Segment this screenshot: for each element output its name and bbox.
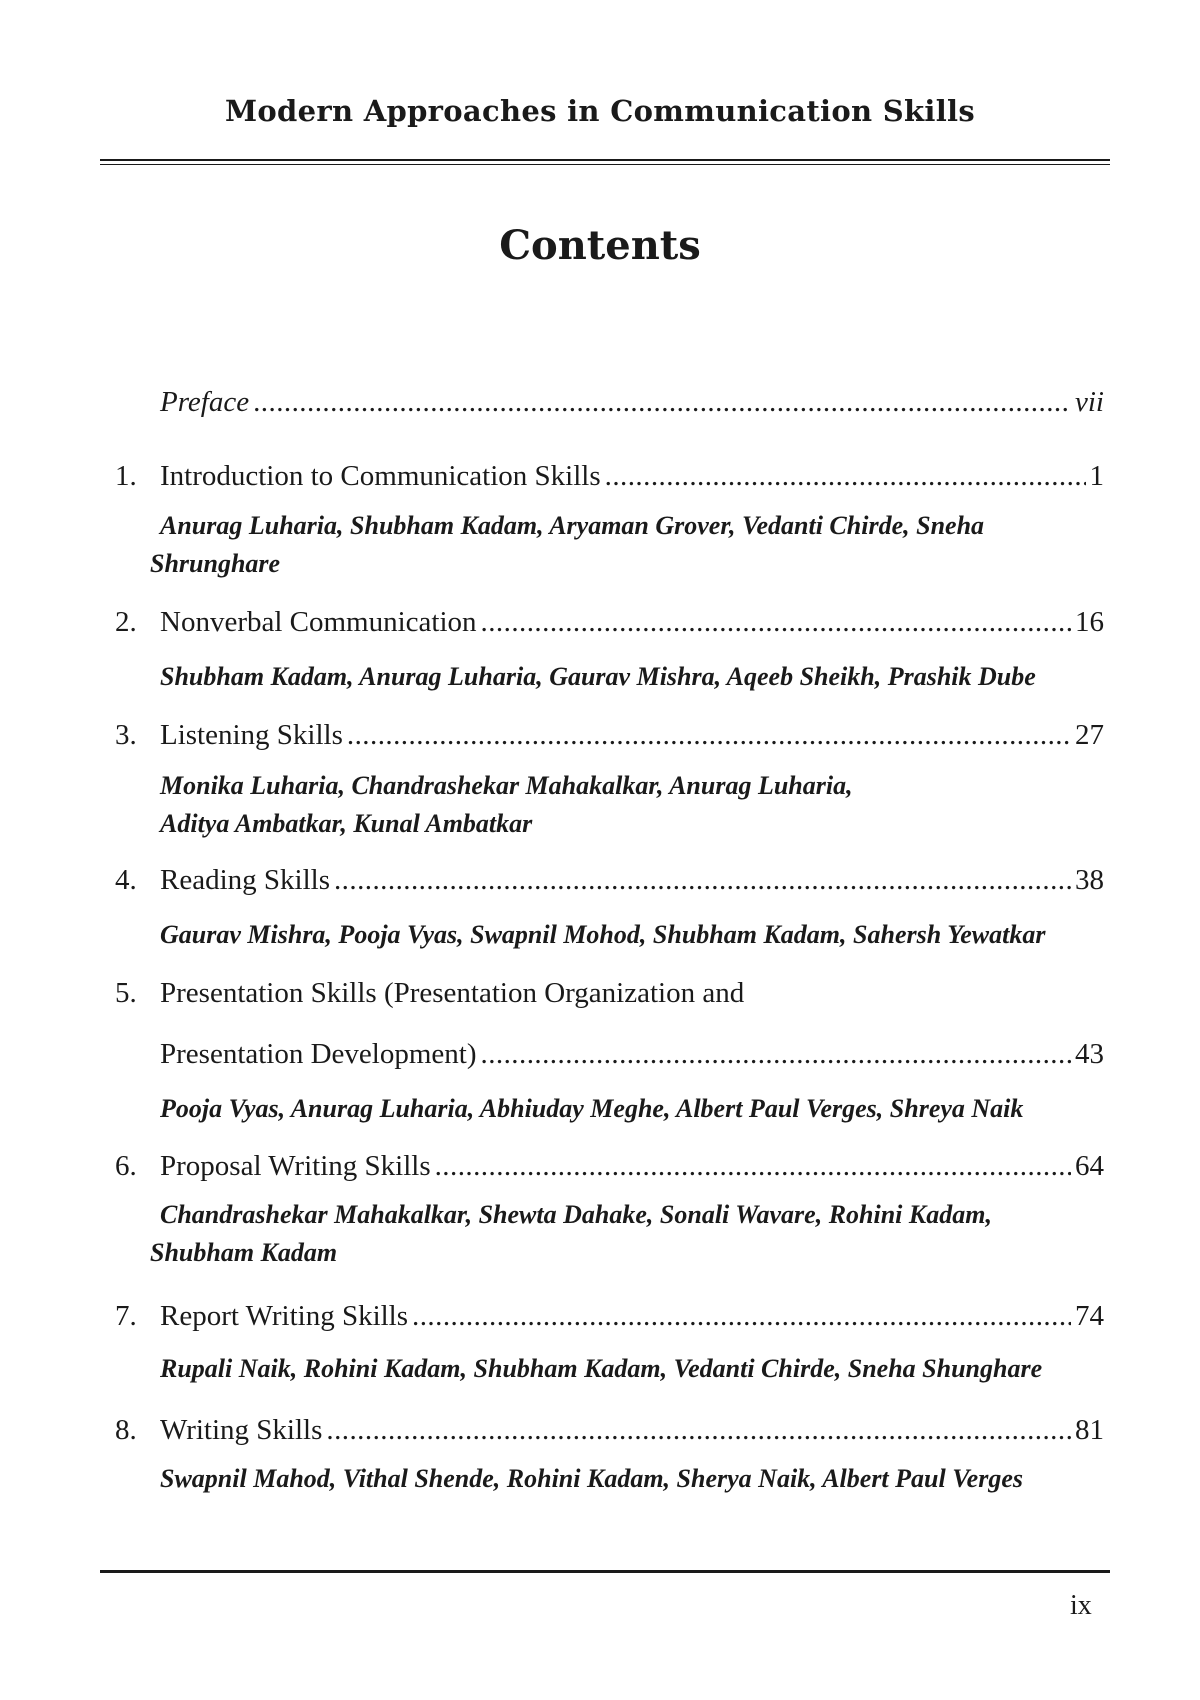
toc-entry-chapter-4[interactable] xyxy=(115,864,1104,897)
toc-entry-title: Presentation Skills (Presentation Organization and xyxy=(160,977,745,1009)
authors-line: Chandrashekar Mahakalkar, Shewta Dahake, Sonali Wavare, Rohini Kadam, xyxy=(160,1200,992,1229)
authors-line: Shubham Kadam, Anurag Luharia, Gaurav Mishra, Aqeeb Sheikh, Prashik Dube xyxy=(160,662,1036,691)
toc-entry-page: vii xyxy=(1075,386,1104,418)
authors-line: Rupali Naik, Rohini Kadam, Shubham Kadam, Vedanti Chirde, Sneha Shunghare xyxy=(160,1354,1043,1383)
toc-entry-title-continued: Presentation Development) xyxy=(160,1038,477,1070)
dot-leader xyxy=(334,864,1071,897)
toc-entry-chapter-7[interactable] xyxy=(115,1300,1104,1333)
dot-leader xyxy=(481,606,1071,639)
toc-entry-preface[interactable] xyxy=(160,386,1104,419)
toc-entry-chapter-5-continued[interactable] xyxy=(160,1038,1104,1071)
toc-entry-page: 74 xyxy=(1075,1300,1104,1332)
chapter-authors xyxy=(150,507,1110,583)
page-number: ix xyxy=(1070,1590,1092,1621)
toc-entry-page: 1 xyxy=(1089,460,1104,492)
toc-entry-number: 6. xyxy=(115,1150,137,1182)
authors-line: Shubham Kadam xyxy=(150,1238,338,1267)
authors-line: Pooja Vyas, Anurag Luharia, Abhiuday Meghe, Albert Paul Verges, Shreya Naik xyxy=(160,1094,1024,1123)
toc-entry-title: Nonverbal Communication xyxy=(160,606,477,638)
authors-line: Monika Luharia, Chandrashekar Mahakalkar, Anurag Luharia, xyxy=(160,771,853,800)
toc-entry-chapter-8[interactable] xyxy=(115,1414,1104,1447)
toc-entry-title: Report Writing Skills xyxy=(160,1300,409,1332)
toc-entry-number: 1. xyxy=(115,460,137,492)
chapter-authors xyxy=(160,1460,1110,1498)
toc-entry-page: 81 xyxy=(1075,1414,1104,1446)
toc-entry-chapter-5[interactable] xyxy=(115,977,1104,1010)
toc-entry-chapter-6[interactable] xyxy=(115,1150,1104,1183)
toc-entry-page: 64 xyxy=(1075,1150,1104,1182)
toc-entry-number: 3. xyxy=(115,719,137,751)
toc-entry-title: Proposal Writing Skills xyxy=(160,1150,431,1182)
dot-leader xyxy=(481,1038,1072,1071)
dot-leader xyxy=(347,719,1071,752)
dot-leader xyxy=(435,1150,1071,1183)
toc-entry-chapter-1[interactable] xyxy=(115,460,1104,493)
chapter-authors xyxy=(150,1196,1110,1272)
running-head: Modern Approaches in Communication Skills xyxy=(225,94,975,128)
dot-leader xyxy=(326,1414,1071,1447)
toc-entry-number: 5. xyxy=(115,977,137,1009)
toc-entry-title: Reading Skills xyxy=(160,864,330,896)
chapter-authors xyxy=(160,916,1110,954)
toc-entry-page: 43 xyxy=(1075,1038,1104,1070)
toc-entry-title: Preface xyxy=(160,386,250,418)
authors-line: Aditya Ambatkar, Kunal Ambatkar xyxy=(160,809,533,838)
dot-leader xyxy=(412,1300,1071,1333)
toc-entry-title: Introduction to Communication Skills xyxy=(160,460,601,492)
chapter-authors xyxy=(160,1090,1110,1128)
authors-line: Swapnil Mahod, Vithal Shende, Rohini Kadam, Sherya Naik, Albert Paul Verges xyxy=(160,1464,1024,1493)
authors-line: Shrunghare xyxy=(150,549,281,578)
authors-line: Gaurav Mishra, Pooja Vyas, Swapnil Mohod, Shubham Kadam, Sahersh Yewatkar xyxy=(160,920,1046,949)
toc-entry-page: 27 xyxy=(1075,719,1104,751)
toc-entry-number: 7. xyxy=(115,1300,137,1332)
toc-entry-number: 8. xyxy=(115,1414,137,1446)
toc-entry-number: 4. xyxy=(115,864,137,896)
page-title: Contents xyxy=(499,222,701,269)
authors-line: Anurag Luharia, Shubham Kadam, Aryaman Grover, Vedanti Chirde, Sneha xyxy=(160,511,985,540)
chapter-authors xyxy=(160,1350,1110,1388)
dot-leader xyxy=(605,460,1086,493)
toc-entry-number: 2. xyxy=(115,606,137,638)
header-rule-thin xyxy=(100,164,1110,165)
chapter-authors xyxy=(160,658,1110,696)
toc-entry-page: 16 xyxy=(1075,606,1104,638)
chapter-authors xyxy=(160,767,1110,843)
toc-entry-page: 38 xyxy=(1075,864,1104,896)
toc-entry-title: Writing Skills xyxy=(160,1414,323,1446)
toc-entry-chapter-2[interactable] xyxy=(115,606,1104,639)
toc-entry-chapter-3[interactable] xyxy=(115,719,1104,752)
toc-entry-title: Listening Skills xyxy=(160,719,343,751)
footer-rule xyxy=(100,1570,1110,1573)
dot-leader xyxy=(253,386,1071,419)
header-rule xyxy=(100,159,1110,161)
